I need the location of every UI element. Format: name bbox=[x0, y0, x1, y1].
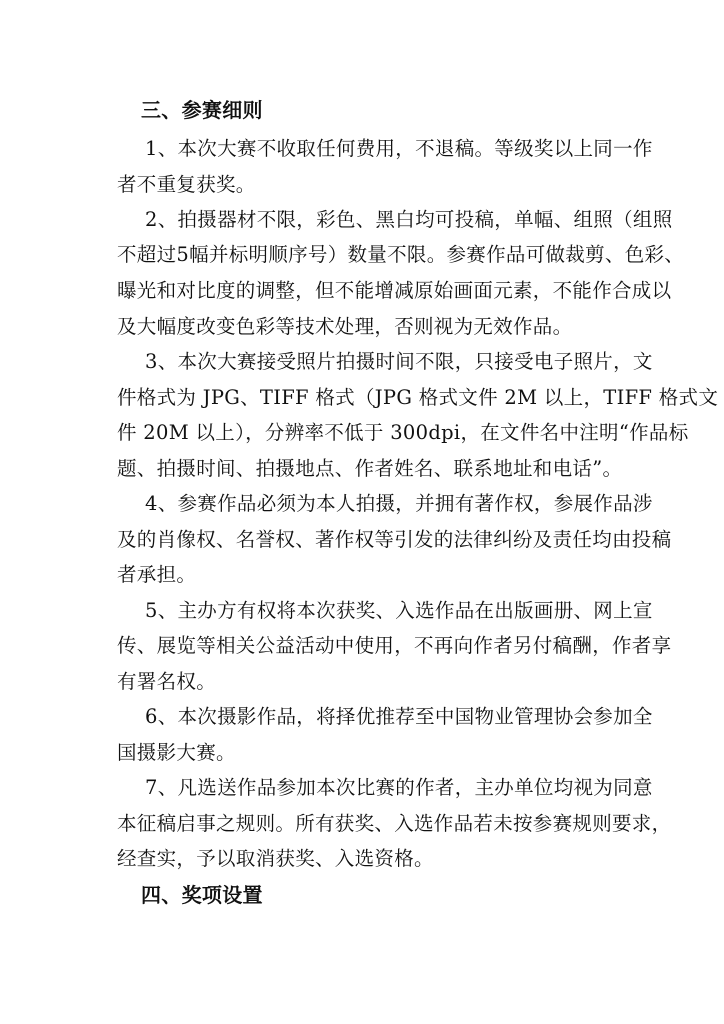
rule-5-line-1: 5、主办方有权将本次获奖、入选作品在出版画册、网上宣 bbox=[145, 599, 653, 622]
rule-5-line-3: 有署名权。 bbox=[117, 670, 217, 693]
rule-2-line-4: 及大幅度改变色彩等技术处理，否则视为无效作品。 bbox=[117, 315, 573, 338]
section-heading-awards: 四、奖项设置 bbox=[141, 883, 263, 907]
rule-7-line-1: 7、凡选送作品参加本次比赛的作者，主办单位均视为同意 bbox=[145, 776, 653, 799]
rule-2-line-2: 不超过5幅并标明顺序号）数量不限。参赛作品可做裁剪、色彩、 bbox=[117, 243, 685, 266]
rule-6-line-2: 国摄影大赛。 bbox=[117, 741, 236, 764]
rule-1-line-2: 者不重复获奖。 bbox=[117, 173, 256, 196]
rule-2-line-1: 2、拍摄器材不限，彩色、黑白均可投稿，单幅、组照（组照 bbox=[145, 208, 673, 231]
rule-7-line-3: 经查实，予以取消获奖、入选资格。 bbox=[117, 847, 434, 870]
rule-7-line-2: 本征稿启事之规则。所有获奖、入选作品若未按参赛规则要求， bbox=[117, 812, 672, 835]
rule-4-line-3: 者承担。 bbox=[117, 563, 197, 586]
rule-3-line-1: 3、本次大赛接受照片拍摄时间不限，只接受电子照片，文 bbox=[145, 350, 653, 373]
rule-6-line-1: 6、本次摄影作品，将择优推荐至中国物业管理协会参加全 bbox=[145, 705, 653, 728]
rule-3-line-2: 件格式为 JPG、TIFF 格式（JPG 格式文件 2M 以上，TIFF 格式文 bbox=[117, 386, 719, 409]
rule-1-line-1: 1、本次大赛不收取任何费用，不退稿。等级奖以上同一作 bbox=[145, 137, 653, 160]
rule-2-line-3: 曝光和对比度的调整，但不能增减原始画面元素，不能作合成以 bbox=[117, 279, 672, 302]
rule-3-line-4: 题、拍摄时间、拍摄地点、作者姓名、联系地址和电话”。 bbox=[117, 457, 623, 480]
section-heading-rules: 三、参赛细则 bbox=[141, 98, 263, 122]
rule-4-line-1: 4、参赛作品必须为本人拍摄，并拥有著作权，参展作品涉 bbox=[145, 492, 653, 515]
rule-4-line-2: 及的肖像权、名誉权、著作权等引发的法律纠纷及责任均由投稿 bbox=[117, 528, 672, 551]
rule-5-line-2: 传、展览等相关公益活动中使用，不再向作者另付稿酬，作者享 bbox=[117, 634, 672, 657]
rule-3-line-3: 件 20M 以上），分辨率不低于 300dpi，在文件名中注明“作品标 bbox=[117, 421, 689, 444]
